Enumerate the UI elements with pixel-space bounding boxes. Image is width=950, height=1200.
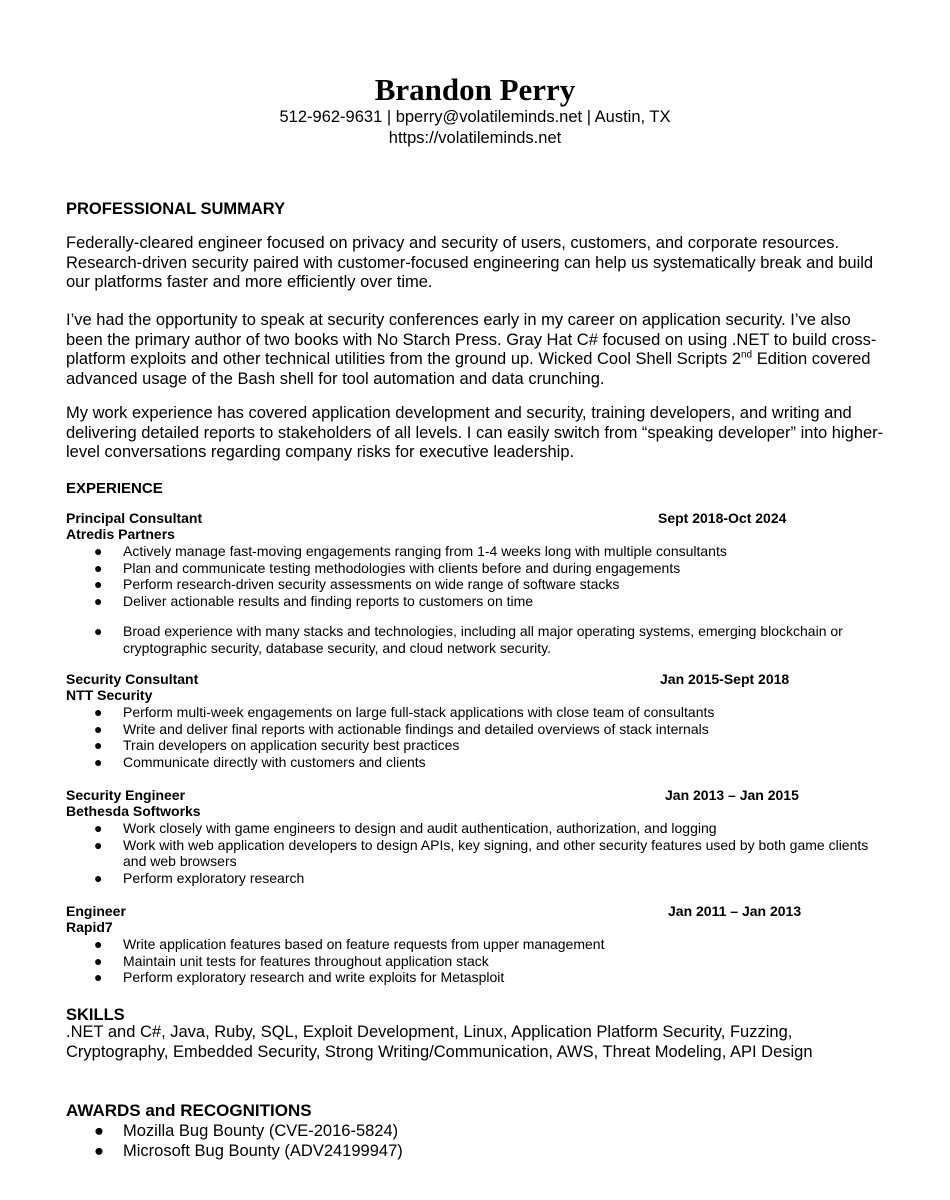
bullet-icon: ● xyxy=(94,559,103,576)
awards-heading: AWARDS and RECOGNITIONS xyxy=(66,1101,312,1120)
bullet-icon: ● xyxy=(94,543,103,559)
candidate-name: Brandon Perry xyxy=(374,72,576,107)
summary-p2-superscript: nd xyxy=(741,349,753,361)
bullet-icon: ● xyxy=(94,704,103,720)
skills-list: .NET and C#, Java, Ruby, SQL, Exploit Development, Linux, Application Platform Security, Fuzzing, Cryptography, Embedded Security, Strong Writing/Communication, AWS, Threat Modeling, API Design xyxy=(66,1023,813,1061)
list-item: ● Broad experience with many stacks and technologies, including all major operating systems, emerging blockchain or cryptographic security, database security, and cloud network security. xyxy=(94,623,843,656)
job-dates-security-engineer: Jan 2013 – Jan 2015 xyxy=(665,787,799,803)
list-item: ● Train developers on application security best practices xyxy=(94,737,460,753)
list-item: ● Write and deliver final reports with actionable findings and detailed overviews of stack internals xyxy=(94,720,709,737)
bullet-icon: ● xyxy=(94,737,103,753)
job-bullets-engineer xyxy=(66,936,886,986)
job-title-principal-consultant: Principal Consultant xyxy=(66,510,203,526)
job-dates-principal-consultant: Sept 2018-Oct 2024 xyxy=(658,510,787,526)
list-item: ● Write application features based on feature requests from upper management xyxy=(94,936,605,952)
bullet-icon: ● xyxy=(94,720,103,737)
list-item: ● Plan and communicate testing methodologies with clients before and during engagements xyxy=(94,559,681,576)
list-item: ● Perform multi-week engagements on large full-stack applications with close team of consultants xyxy=(94,704,715,720)
job-company-ntt: NTT Security xyxy=(66,687,153,703)
website-link[interactable]: https://volatileminds.net xyxy=(388,129,562,147)
list-item: ● Perform exploratory research and write exploits for Metasploit xyxy=(94,969,505,985)
job-company-rapid7: Rapid7 xyxy=(66,919,113,935)
contact-line: 512-962-9631 | bperry@volatileminds.net | Austin, TX xyxy=(279,108,671,126)
job-dates-engineer: Jan 2011 – Jan 2013 xyxy=(668,903,802,919)
list-item: ● Deliver actionable results and finding reports to customers on time xyxy=(94,592,534,609)
experience-heading: EXPERIENCE xyxy=(66,480,163,497)
summary-p2-text-b: Edition covered advanced usage of the Bash shell for tool automation and data crunching. xyxy=(66,350,871,388)
job-dates-security-consultant: Jan 2015-Sept 2018 xyxy=(660,671,790,687)
job-bullets-principal-consultant xyxy=(66,543,886,656)
job-title-security-engineer: Security Engineer xyxy=(66,787,186,803)
summary-paragraph-3: My work experience has covered application development and security, training developers, and writing and delivering detailed reports to stakeholders of all levels. I can easily switch from “speaking developer” into higher-level conversations regarding company risks for executive leadership. xyxy=(66,404,884,461)
summary-paragraph-2 xyxy=(66,311,886,389)
bullet-icon: ● xyxy=(94,836,103,853)
bullet-icon: ● xyxy=(94,623,103,639)
list-item: ● Communicate directly with customers and clients xyxy=(94,753,426,770)
bullet-icon: ● xyxy=(94,869,103,886)
bullet-icon: ● xyxy=(94,592,103,609)
list-item: ● Work with web application developers to design APIs, key signing, and other security features used by both game clients and web browsers xyxy=(94,836,869,869)
job-bullets-security-engineer xyxy=(66,820,886,886)
skills-heading: SKILLS xyxy=(66,1006,125,1024)
job-bullets-security-consultant xyxy=(66,704,886,770)
bullet-icon: ● xyxy=(94,1142,104,1160)
list-item: ● Actively manage fast-moving engagements ranging from 1-4 weeks long with multiple consultants xyxy=(94,543,727,559)
summary-p2-text-a: I’ve had the opportunity to speak at security conferences early in my career on application security. I’ve also been the primary author of two books with No Starch Press. Gray Hat C# focused on using .NET to build cross-platform exploits and other technical utilities from the ground up. Wicked Cool Shell Scripts 2 xyxy=(66,311,877,368)
bullet-icon: ● xyxy=(94,576,103,592)
bullet-icon: ● xyxy=(94,753,103,770)
awards-list xyxy=(66,1121,886,1161)
list-item: ● Mozilla Bug Bounty (CVE-2016-5824) xyxy=(94,1122,399,1140)
list-item: ● Maintain unit tests for features throughout application stack xyxy=(94,952,489,969)
job-company-bethesda: Bethesda Softworks xyxy=(66,803,201,819)
list-item: ● Microsoft Bug Bounty (ADV24199947) xyxy=(94,1142,403,1160)
list-item: ● Perform exploratory research xyxy=(94,869,305,886)
job-company-atredis: Atredis Partners xyxy=(66,526,175,542)
bullet-icon: ● xyxy=(94,820,103,836)
bullet-icon: ● xyxy=(94,936,103,952)
list-item: ● Work closely with game engineers to design and audit authentication, authorization, and logging xyxy=(94,820,717,836)
summary-paragraph-1: Federally-cleared engineer focused on privacy and security of users, customers, and corporate resources. Research-driven security paired with customer-focused engineering can help us systematically break and build our platforms faster and more efficiently over time. xyxy=(66,234,874,291)
list-item: ● Perform research-driven security assessments on wide range of software stacks xyxy=(94,576,620,592)
summary-heading: PROFESSIONAL SUMMARY xyxy=(66,200,286,218)
bullet-icon: ● xyxy=(94,952,103,969)
bullet-icon: ● xyxy=(94,969,103,985)
bullet-icon: ● xyxy=(94,1122,104,1140)
job-title-security-consultant: Security Consultant xyxy=(66,671,199,687)
job-title-engineer: Engineer xyxy=(66,903,126,919)
